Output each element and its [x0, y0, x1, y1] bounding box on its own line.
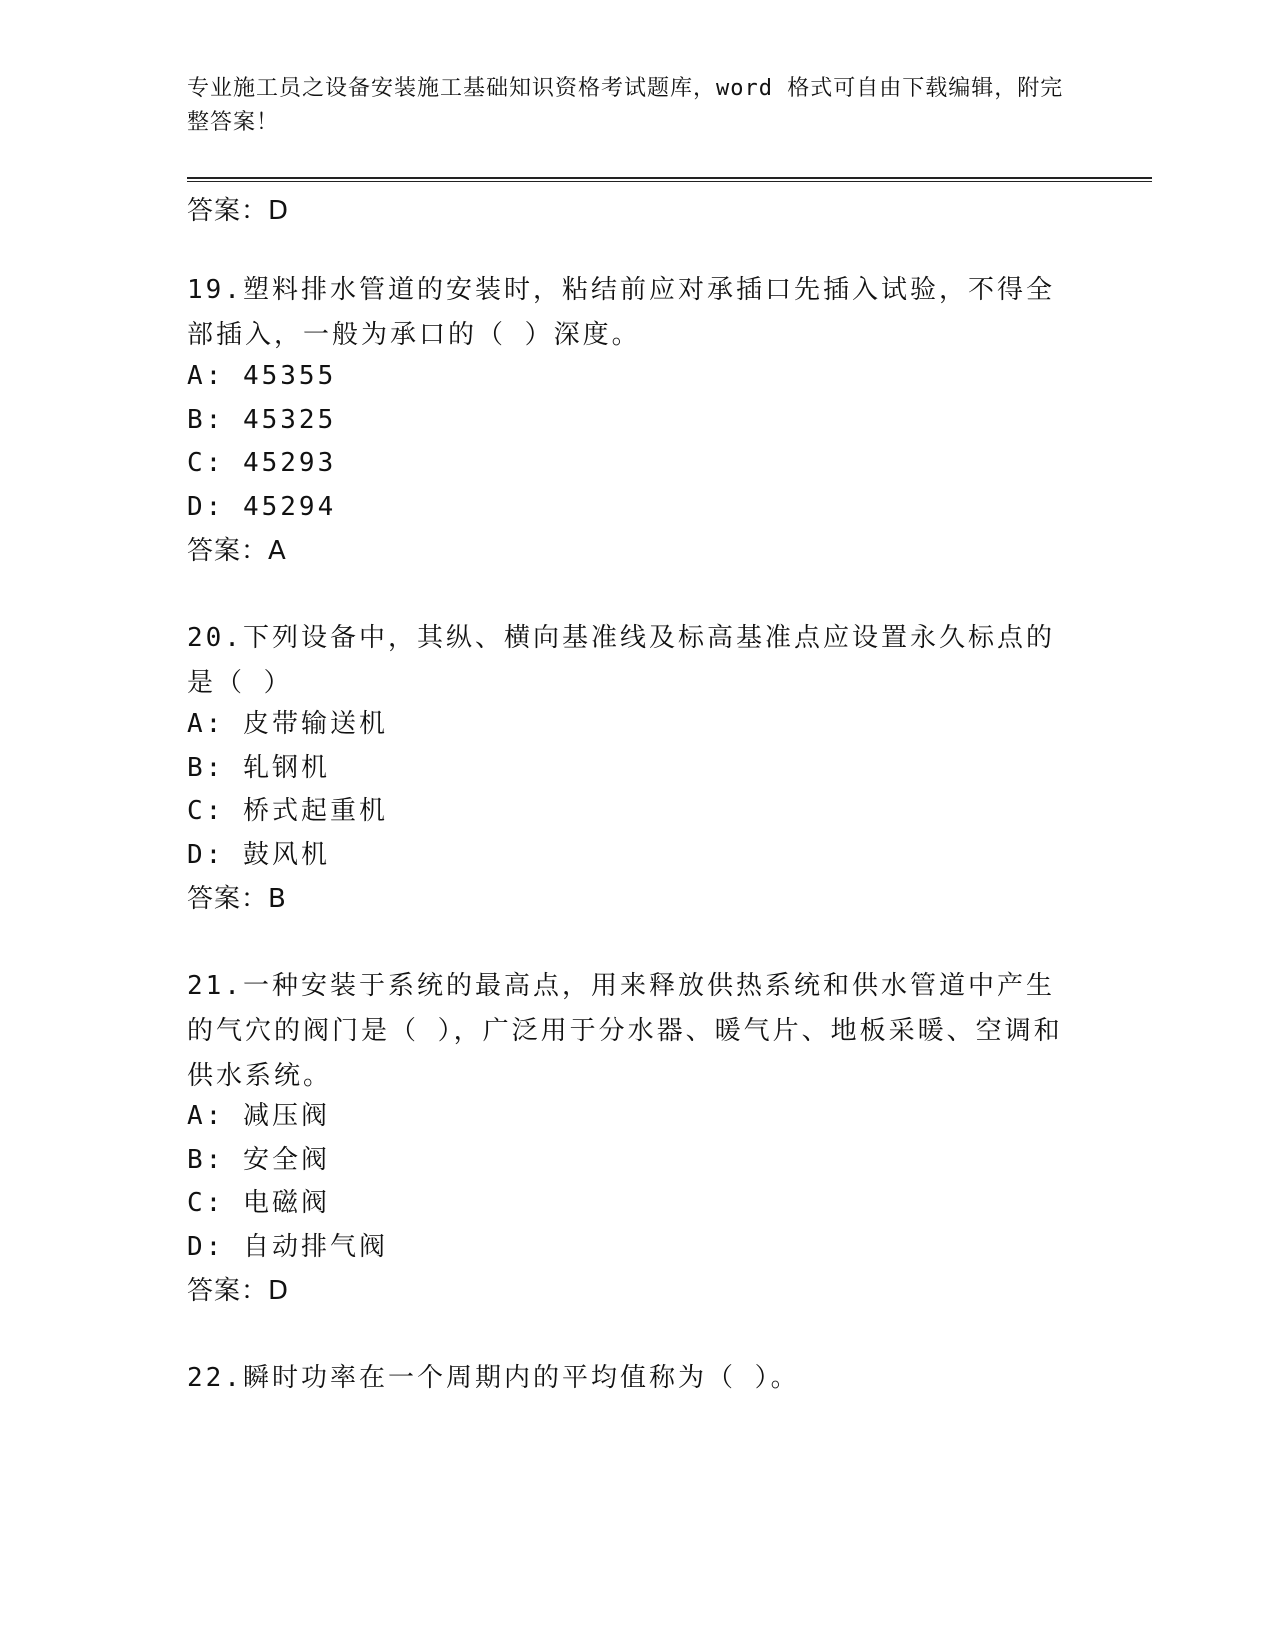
question-19-option-b: B: 45325: [187, 405, 337, 435]
header-divider: [187, 177, 1152, 182]
question-19-answer: 答案：A: [187, 536, 287, 566]
question-22-text: 22.瞬时功率在一个周期内的平均值称为（ ）。: [187, 1363, 800, 1393]
page-header: 专业施工员之设备安装施工基础知识资格考试题库，word 格式可自由下载编辑，附完整答案！: [187, 76, 1064, 135]
question-19-text: 19.塑料排水管道的安装时，粘结前应对承插口先插入试验，不得全部插入，一般为承口的（ ）深度。: [187, 275, 1055, 350]
question-21-answer: 答案：D: [187, 1276, 290, 1306]
question-21-text: 21.一种安装于系统的最高点，用来释放供热系统和供水管道中产生的气穴的阀门是（ ），广泛用于分水器、暖气片、地板采暖、空调和供水系统。: [187, 971, 1063, 1091]
question-21-option-a: A: 减压阀: [187, 1101, 330, 1131]
answer-line: 答案：D: [187, 196, 290, 226]
question-20-answer: 答案：B: [187, 884, 287, 914]
question-19-option-c: C: 45293: [187, 448, 337, 478]
question-20-option-c: C: 桥式起重机: [187, 796, 388, 826]
question-19-option-a: A: 45355: [187, 361, 337, 391]
question-20-option-d: D: 鼓风机: [187, 840, 330, 870]
question-19-option-d: D: 45294: [187, 492, 337, 522]
question-21-option-b: B: 安全阀: [187, 1145, 330, 1175]
question-21-option-d: D: 自动排气阀: [187, 1232, 388, 1262]
question-20-option-b: B: 轧钢机: [187, 753, 330, 783]
question-21-option-c: C: 电磁阀: [187, 1188, 330, 1218]
question-20-text: 20.下列设备中，其纵、横向基准线及标高基准点应设置永久标点的是（ ）: [187, 623, 1055, 698]
question-20-option-a: A: 皮带输送机: [187, 709, 388, 739]
